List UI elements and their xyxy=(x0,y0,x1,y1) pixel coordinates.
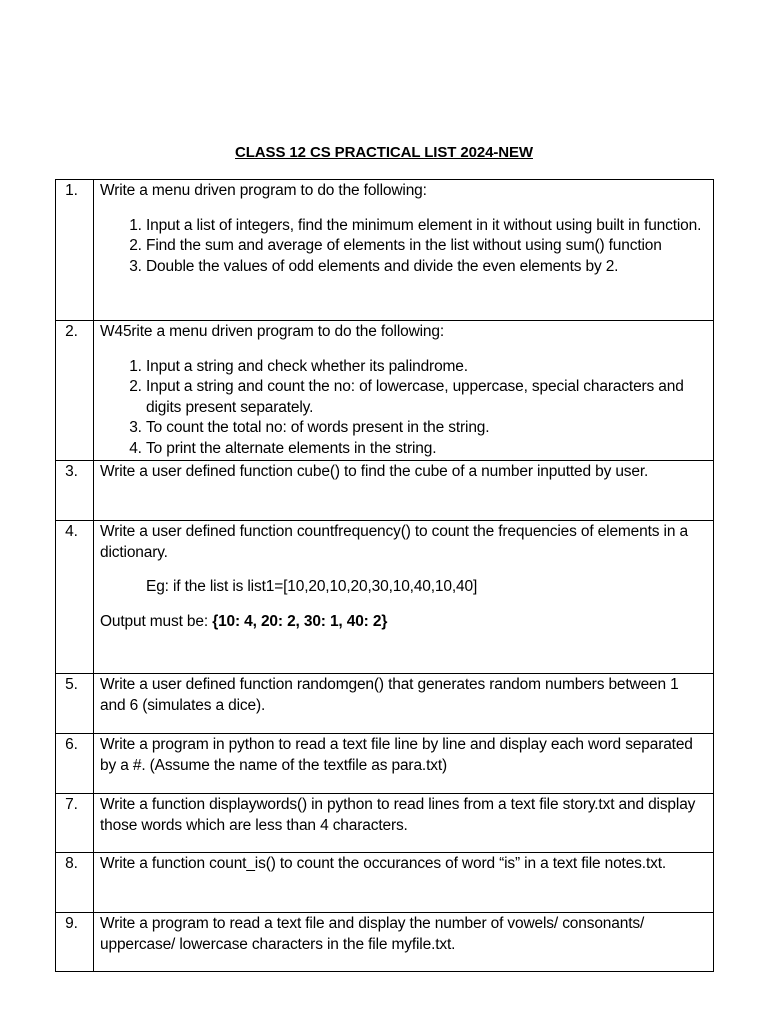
row-content-cell xyxy=(94,180,714,321)
row-number: 4. xyxy=(65,523,78,540)
task-description: Write a user defined function randomgen() that generates random numbers between 1 and 6 (simulates a dice). xyxy=(100,676,679,714)
row-number: 1. xyxy=(65,182,78,199)
task-description: Write a user defined function cube() to find the cube of a number inputted by user. xyxy=(100,463,649,480)
table-row xyxy=(56,794,714,853)
row-content-cell xyxy=(94,734,714,794)
row-number: 7. xyxy=(65,796,78,813)
row-number: 9. xyxy=(65,915,78,932)
row-content-cell xyxy=(94,521,714,674)
table-row xyxy=(56,674,714,734)
row-number-cell xyxy=(56,674,94,734)
task-description: Write a function count_is() to count the occurances of word “is” in a text file notes.txt. xyxy=(100,855,667,872)
table-row xyxy=(56,853,714,913)
row-content-cell xyxy=(94,913,714,972)
row-number: 3. xyxy=(65,463,78,480)
table-row xyxy=(56,321,714,461)
row-number-cell xyxy=(56,853,94,913)
row-number-cell xyxy=(56,461,94,521)
row-number-cell xyxy=(56,913,94,972)
row-content-cell xyxy=(94,674,714,734)
sub-task-item: 3. To count the total no: of words present in the string. xyxy=(146,418,707,439)
row-content-cell xyxy=(94,794,714,853)
task-description: W45rite a menu driven program to do the following: xyxy=(100,323,445,340)
task-description: Write a program in python to read a text file line by line and display each word separated by a #. (Assume the name of the textfile as para.txt) xyxy=(100,736,693,774)
sub-task-item: 4. To print the alternate elements in the string. xyxy=(146,439,707,460)
practical-list-table xyxy=(55,179,714,972)
row-number: 5. xyxy=(65,676,78,693)
output-line xyxy=(100,612,707,633)
table-row xyxy=(56,461,714,521)
task-description: Write a menu driven program to do the following: xyxy=(100,182,427,199)
task-description: Write a program to read a text file and display the number of vowels/ consonants/ uppercase/ lowercase characters in the file myfile.txt. xyxy=(100,915,645,953)
row-number-cell xyxy=(56,794,94,853)
row-content-cell xyxy=(94,853,714,913)
row-number-cell xyxy=(56,734,94,794)
sub-task-item: 2. Input a string and count the no: of lowercase, uppercase, special characters and digits present separately. xyxy=(146,377,707,418)
sub-task-list xyxy=(100,216,707,278)
output-value: {10: 4, 20: 2, 30: 1, 40: 2} xyxy=(212,612,388,630)
row-content-cell xyxy=(94,321,714,461)
task-description: Write a function displaywords() in python to read lines from a text file story.txt and display those words which are less than 4 characters. xyxy=(100,796,696,834)
table-row xyxy=(56,180,714,321)
sub-task-item: 2. Find the sum and average of elements in the list without using sum() function xyxy=(146,236,707,257)
table-row xyxy=(56,734,714,794)
sub-task-list xyxy=(100,357,707,460)
example-line: Eg: if the list is list1=[10,20,10,20,30,10,40,10,40] xyxy=(146,578,478,595)
page-title: CLASS 12 CS PRACTICAL LIST 2024-NEW xyxy=(235,144,533,161)
row-content-cell xyxy=(94,461,714,521)
sub-task-item: 1. Input a string and check whether its palindrome. xyxy=(146,357,707,378)
row-number-cell xyxy=(56,180,94,321)
sub-task-item: 3. Double the values of odd elements and divide the even elements by 2. xyxy=(146,257,707,278)
table-row xyxy=(56,521,714,674)
sub-task-item: 1. Input a list of integers, find the minimum element in it without using built in function. xyxy=(146,216,707,237)
row-number: 6. xyxy=(65,736,78,753)
task-description: Write a user defined function countfrequency() to count the frequencies of elements in a dictionary. xyxy=(100,523,688,561)
row-number: 8. xyxy=(65,855,78,872)
row-number-cell xyxy=(56,521,94,674)
output-label: Output must be: xyxy=(100,612,213,630)
row-number: 2. xyxy=(65,323,78,340)
row-number-cell xyxy=(56,321,94,461)
table-row xyxy=(56,913,714,972)
